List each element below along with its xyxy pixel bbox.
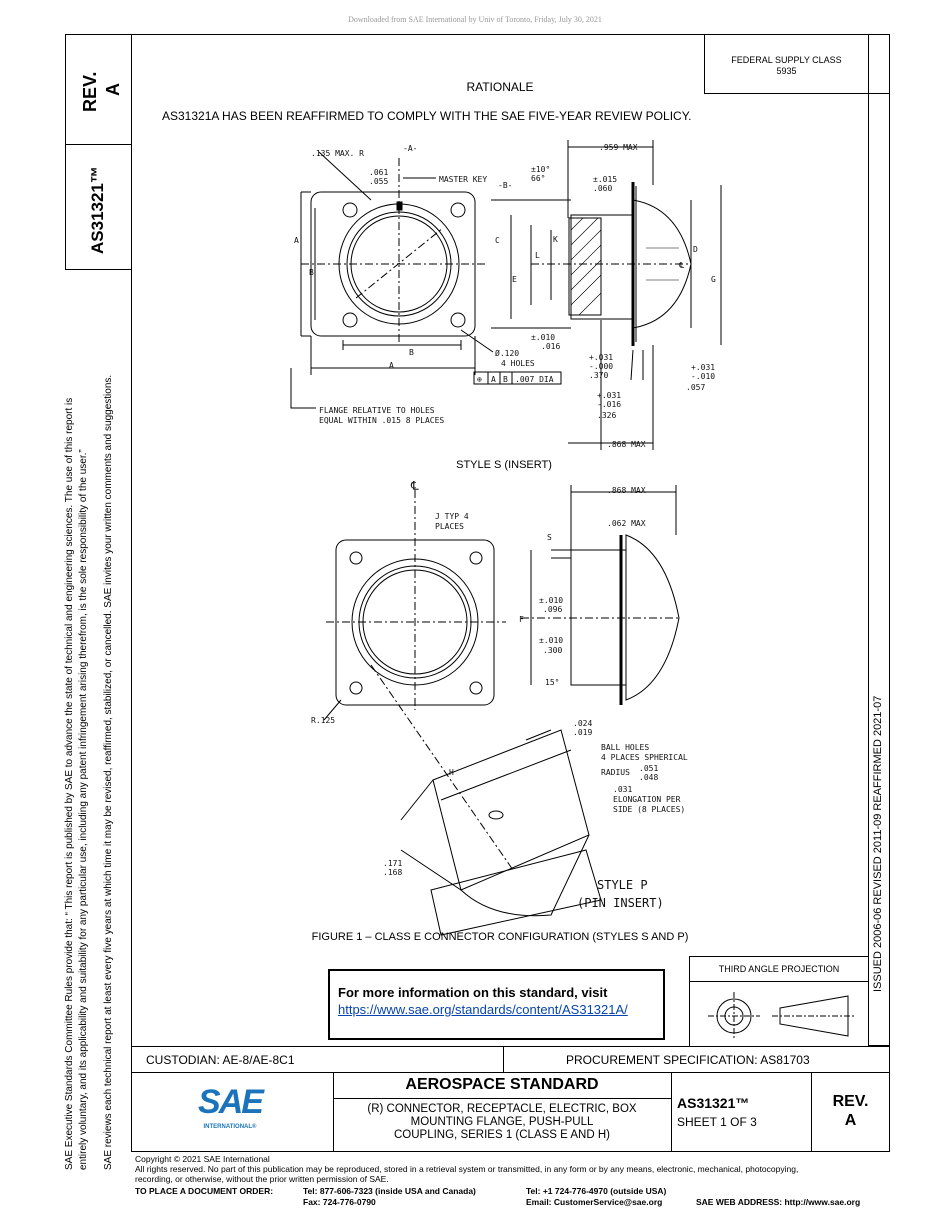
label-dim-a: A: [294, 236, 299, 245]
standard-link[interactable]: https://www.sae.org/standards/content/AS31321A/: [338, 1002, 628, 1017]
label-dim-l: L: [535, 251, 540, 260]
mount-hole-br: [451, 313, 465, 327]
label-pm010-b: ±.010: [539, 596, 564, 605]
sae-logo: SAE: [198, 1083, 262, 1121]
title-rev-letter: A: [844, 1112, 857, 1129]
label-dim-s: S: [547, 533, 552, 542]
left-rev-letter: A: [103, 83, 123, 96]
label-master-key: MASTER KEY: [439, 175, 488, 184]
master-key-slot: [397, 202, 402, 210]
label-cl-side: ℄: [679, 261, 685, 270]
title-block-type-divider: [333, 1098, 671, 1099]
label-171: .171: [383, 859, 403, 868]
label-060: .060: [593, 184, 613, 193]
label-datum-a: -A-: [403, 144, 418, 153]
label-168: .168: [383, 868, 403, 877]
footer-fax: Fax: 724-776-0790: [303, 1197, 376, 1207]
label-max868-b: .868 MAX: [607, 486, 646, 495]
label-ball-holes: BALL HOLES: [601, 743, 650, 752]
bottom-hole-tl: [350, 552, 362, 564]
flange-leader: [291, 368, 316, 408]
title-block-top-divider: [503, 1046, 504, 1073]
label-flange-2: EQUAL WITHIN .015 8 PLACES: [319, 416, 445, 425]
bottom-hole-bl: [350, 682, 362, 694]
fcf-datum-a: A: [491, 375, 496, 384]
footer-tel-usa: Tel: 877-606-7323 (inside USA and Canada): [303, 1186, 476, 1196]
side-body: [571, 215, 633, 319]
footer-email: Email: CustomerService@sae.org: [526, 1197, 663, 1207]
label-elong-1: ELONGATION PER: [613, 795, 681, 804]
label-dim-d: D: [693, 245, 698, 254]
label-r125: R.125: [311, 716, 336, 725]
label-055: .055: [369, 177, 389, 186]
label-pm010: ±.010: [531, 333, 556, 342]
iso-ball-hole: [489, 811, 503, 819]
style-s-caption: STYLE S (INSERT): [456, 459, 552, 471]
label-spherical: 4 PLACES SPHERICAL: [601, 753, 688, 762]
label-p031-b: +.031: [691, 363, 716, 372]
label-radius: RADIUS: [601, 768, 630, 777]
rationale-heading: RATIONALE: [466, 80, 534, 94]
disclaimer-line-2: entirely voluntary, and its applicability and suitability for any particular use, including any patent infringement arising therefrom, is the sole responsibility of the user.”: [78, 449, 89, 1170]
federal-supply-label: FEDERAL SUPPLY CLASS: [731, 55, 842, 65]
label-max-r: .135 MAX. R: [311, 149, 364, 158]
label-flange-1: FLANGE RELATIVE TO HOLES: [319, 406, 435, 415]
label-max062: .062 MAX: [607, 519, 646, 528]
label-pin-insert: (PIN INSERT): [577, 896, 664, 910]
label-dim-b-bottom: B: [409, 348, 414, 357]
label-dim-a-bottom: A: [389, 361, 394, 370]
footer-web: SAE WEB ADDRESS: http://www.sae.org: [696, 1197, 861, 1207]
bottom-hole-tr: [470, 552, 482, 564]
label-dim-b-left: B: [309, 268, 314, 277]
custodian: CUSTODIAN: AE-8/AE-8C1: [146, 1053, 295, 1067]
iso-shell: [433, 730, 589, 890]
label-dim-c: C: [495, 236, 500, 245]
label-pm015: ±.015: [593, 175, 618, 184]
footer-copyright: Copyright © 2021 SAE International: [135, 1154, 270, 1164]
side-insert: [569, 218, 601, 315]
disclaimer-line-1: SAE Executive Standards Committee Rules provide that: “ This report is published by SAE to advance the state of technical and engineering sciences. The use of this report is: [64, 397, 75, 1170]
download-notice: Downloaded from SAE International by Univ of Toronto, Friday, July 30, 2021: [348, 15, 602, 24]
title-rev-label: REV.: [832, 1093, 869, 1110]
left-rev-label: REV.: [80, 71, 100, 112]
left-doc-number: AS31321™: [88, 166, 107, 254]
label-datum-b: -B-: [498, 181, 513, 190]
label-300: .300: [543, 646, 563, 655]
label-elong-2: SIDE (8 PLACES): [613, 805, 686, 814]
procurement-spec: PROCUREMENT SPECIFICATION: AS81703: [566, 1053, 810, 1067]
title-line-2: MOUNTING FLANGE, PUSH-PULL: [410, 1116, 594, 1128]
rationale-text: AS31321A HAS BEEN REAFFIRMED TO COMPLY WITH THE SAE FIVE-YEAR REVIEW POLICY.: [162, 109, 692, 123]
title-line-1: (R) CONNECTOR, RECEPTACLE, ELECTRIC, BOX: [367, 1103, 637, 1115]
label-p031-a: +.031: [589, 353, 614, 362]
label-p031-c: +.031: [597, 391, 622, 400]
label-057: .057: [686, 383, 706, 392]
fcf-tolerance: .007 DIA: [515, 375, 554, 384]
label-15deg: 15°: [545, 678, 560, 687]
label-m016: -.016: [597, 400, 622, 409]
label-max868: .868 MAX: [607, 440, 646, 449]
label-places: PLACES: [435, 522, 464, 531]
label-ang10: ±10°: [531, 165, 551, 174]
label-031: .031: [613, 785, 633, 794]
label-326: .326: [597, 411, 617, 420]
title-doc-number: AS31321™: [677, 1095, 750, 1111]
mount-hole-bl: [343, 313, 357, 327]
footer-order-label: TO PLACE A DOCUMENT ORDER:: [135, 1186, 274, 1196]
label-051: .051: [639, 764, 659, 773]
footer-rights-2: recording, or otherwise, without the prior written permission of SAE.: [135, 1174, 389, 1184]
mount-hole-tl: [343, 203, 357, 217]
label-024: .024: [573, 719, 593, 728]
label-061: .061: [369, 168, 389, 177]
projection-label: THIRD ANGLE PROJECTION: [718, 964, 840, 974]
bottom-diagonal: [371, 665, 513, 870]
sae-logo-subtitle: INTERNATIONAL®: [203, 1124, 257, 1130]
footer-tel-outside: Tel: +1 724-776-4970 (outside USA): [526, 1186, 667, 1196]
label-hole-dia: Ø.120: [495, 349, 520, 358]
label-four-holes: 4 HOLES: [501, 359, 535, 368]
standard-type: AEROSPACE STANDARD: [405, 1076, 599, 1093]
title-block-divider-2: [671, 1072, 672, 1152]
label-370: .370: [589, 371, 609, 380]
label-jtyp: J TYP 4: [435, 512, 469, 521]
label-dim-h: H: [449, 768, 454, 777]
footer-rights-1: All rights reserved. No part of this publication may be reproduced, stored in a retrieval system or transmitted, in any form or by any means, electronic, mechanical, photocopying,: [135, 1164, 799, 1174]
projection-symbol: [700, 988, 860, 1043]
label-dim-e: E: [512, 275, 517, 284]
right-side-top-box: [868, 34, 890, 94]
label-m000: -.000: [589, 362, 614, 371]
label-048: .048: [639, 773, 659, 782]
fcf-position: ⊕: [477, 375, 482, 384]
label-019: .019: [573, 728, 593, 737]
sheet-number: SHEET 1 OF 3: [677, 1115, 757, 1129]
label-dim-k: K: [553, 235, 558, 244]
bottom-hole-br: [470, 682, 482, 694]
label-096: .096: [543, 605, 563, 614]
label-max959: .959 MAX: [599, 143, 638, 152]
fcf-datum-b: B: [503, 375, 508, 384]
label-m010: -.010: [691, 372, 716, 381]
label-ang66: 66°: [531, 174, 546, 183]
title-line-3: COUPLING, SERIES 1 (CLASS E AND H): [393, 1129, 610, 1141]
figure-caption: FIGURE 1 – CLASS E CONNECTOR CONFIGURATION (STYLES S AND P): [311, 931, 689, 943]
issue-history: ISSUED 2006-06 REVISED 2011-09 REAFFIRMED 2021-07: [872, 695, 884, 992]
info-box-heading: For more information on this standard, visit: [338, 985, 608, 1000]
label-style-p: STYLE P: [597, 878, 648, 892]
label-dim-g: G: [711, 275, 716, 284]
disclaimer-line-3: SAE reviews each technical report at least every five years at which time it may be revised, reaffirmed, stabilized, or cancelled. SAE invites your written comments and suggestions.: [103, 374, 114, 1170]
projection-label-divider: [689, 981, 869, 982]
label-dim-f: F: [519, 615, 524, 624]
mount-hole-tr: [451, 203, 465, 217]
iso-cone: [461, 835, 589, 916]
label-cl-bottom: ℄: [411, 479, 419, 493]
label-pm010-c: ±.010: [539, 636, 564, 645]
federal-supply-value: 5935: [776, 66, 797, 76]
label-016: .016: [541, 342, 561, 351]
connector-drawing: [131, 130, 868, 950]
